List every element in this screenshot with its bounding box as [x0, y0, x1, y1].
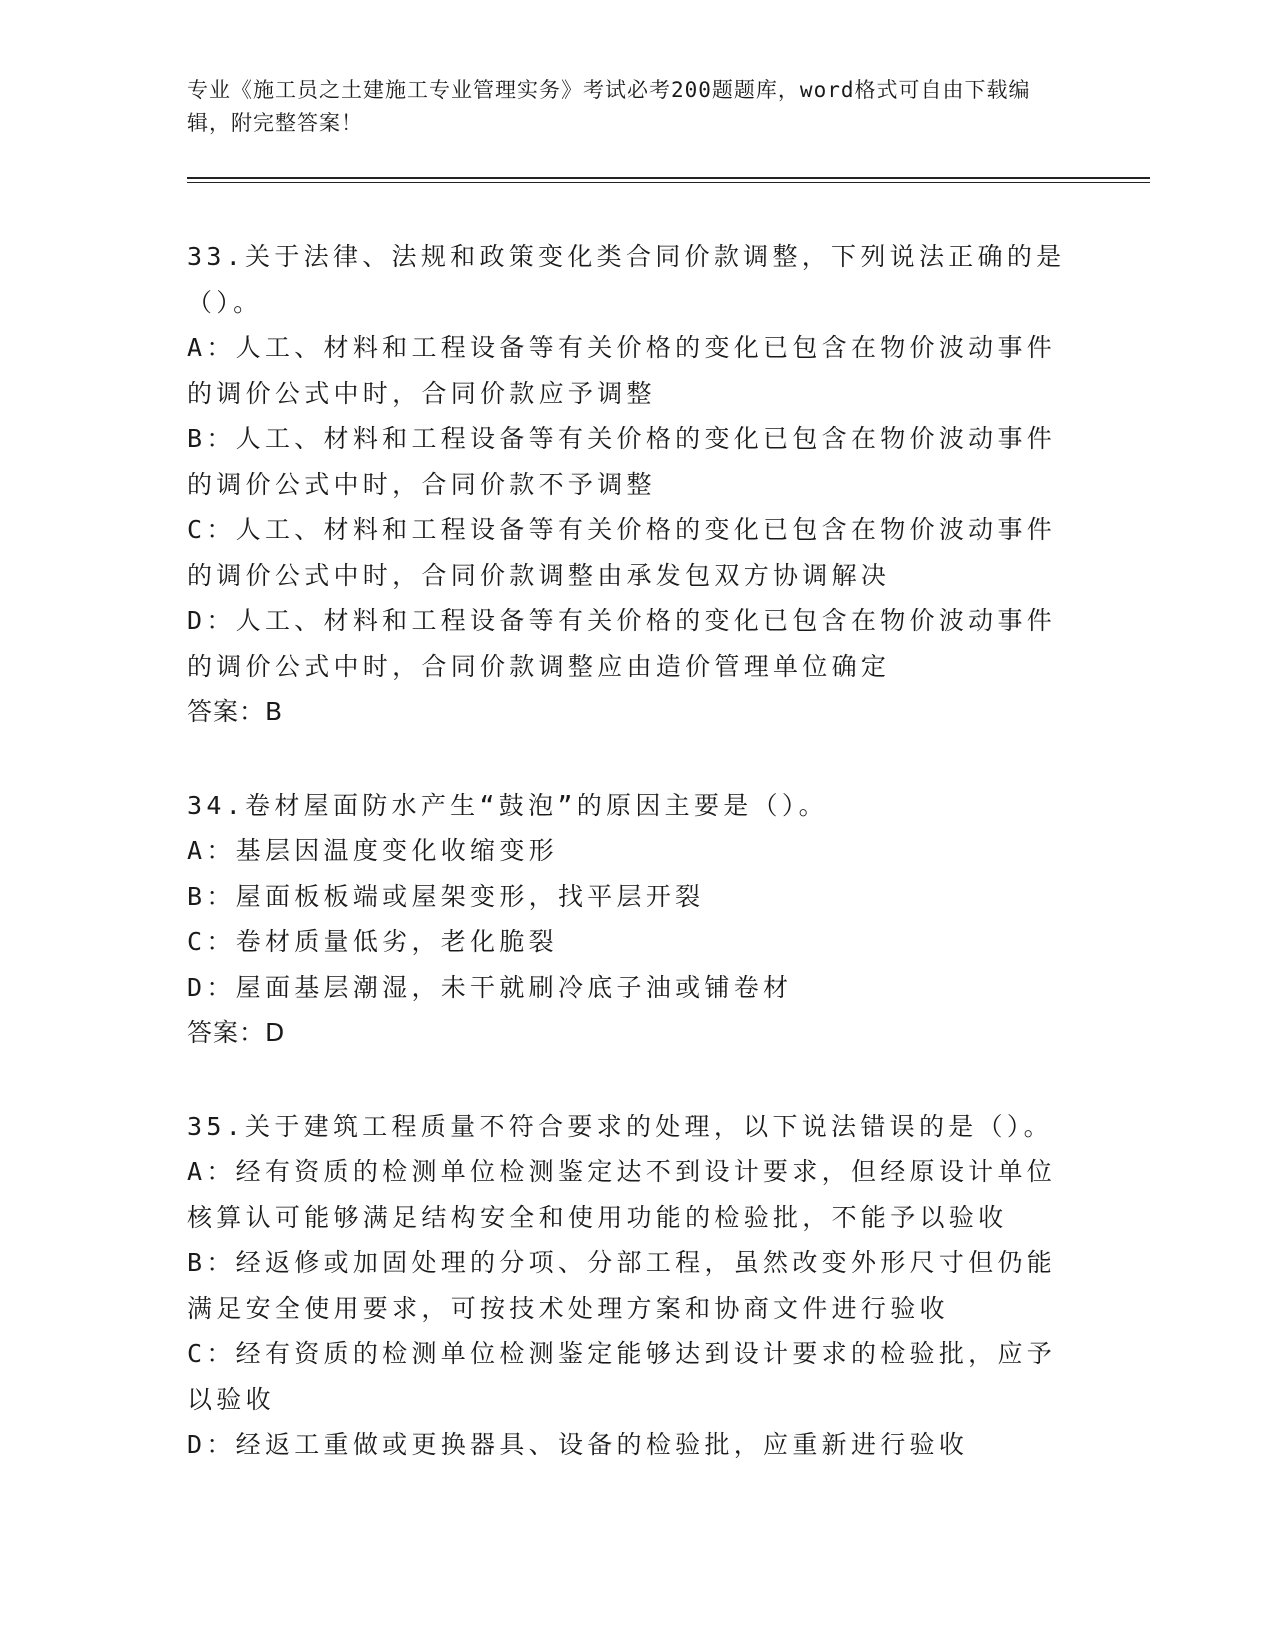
question-stem: 33.关于法律、法规和政策变化类合同价款调整，下列说法正确的是（）。 [187, 242, 1066, 317]
option-b: B：人工、材料和工程设备等有关价格的变化已包含在物价波动事件的调价公式中时，合同价款不予调整 [187, 424, 1057, 499]
document-header: 专业《施工员之土建施工专业管理实务》考试必考200题题库，word格式可自由下载编辑，附完整答案！ [187, 78, 1031, 135]
option-d: D：屋面基层潮湿，未干就刷冷底子油或铺卷材 [187, 972, 793, 1002]
option-a: A：人工、材料和工程设备等有关价格的变化已包含在物价波动事件的调价公式中时，合同价款应予调整 [187, 333, 1057, 408]
option-d: D：经返工重做或更换器具、设备的检验批，应重新进行验收 [187, 1430, 969, 1459]
option-c: C：经有资质的检测单位检测鉴定能够达到设计要求的检验批，应予以验收 [187, 1339, 1057, 1414]
answer-label: 答案：D [187, 1018, 286, 1047]
header-divider [187, 177, 1150, 183]
option-a: A：经有资质的检测单位检测鉴定达不到设计要求，但经原设计单位核算认可能够满足结构安全和使用功能的检验批，不能予以验收 [187, 1157, 1057, 1232]
option-c: C：人工、材料和工程设备等有关价格的变化已包含在物价波动事件的调价公式中时，合同价款调整由承发包双方协调解决 [187, 515, 1057, 590]
question-list [187, 234, 1067, 1516]
question-34 [187, 783, 1067, 1056]
option-c: C：卷材质量低劣，老化脆裂 [187, 927, 558, 956]
option-d: D：人工、材料和工程设备等有关价格的变化已包含在物价波动事件的调价公式中时，合同价款调整应由造价管理单位确定 [187, 606, 1057, 681]
option-a: A：基层因温度变化收缩变形 [187, 836, 558, 865]
question-stem: 34.卷材屋面防水产生“鼓泡”的原因主要是（）。 [187, 790, 828, 820]
option-b: B：经返修或加固处理的分项、分部工程，虽然改变外形尺寸但仍能满足安全使用要求，可按技术处理方案和协商文件进行验收 [187, 1248, 1057, 1323]
question-35 [187, 1104, 1067, 1468]
question-33 [187, 234, 1067, 735]
answer-label: 答案：B [187, 697, 284, 726]
question-stem: 35.关于建筑工程质量不符合要求的处理，以下说法错误的是（）。 [187, 1111, 1053, 1141]
option-b: B：屋面板板端或屋架变形，找平层开裂 [187, 881, 705, 911]
